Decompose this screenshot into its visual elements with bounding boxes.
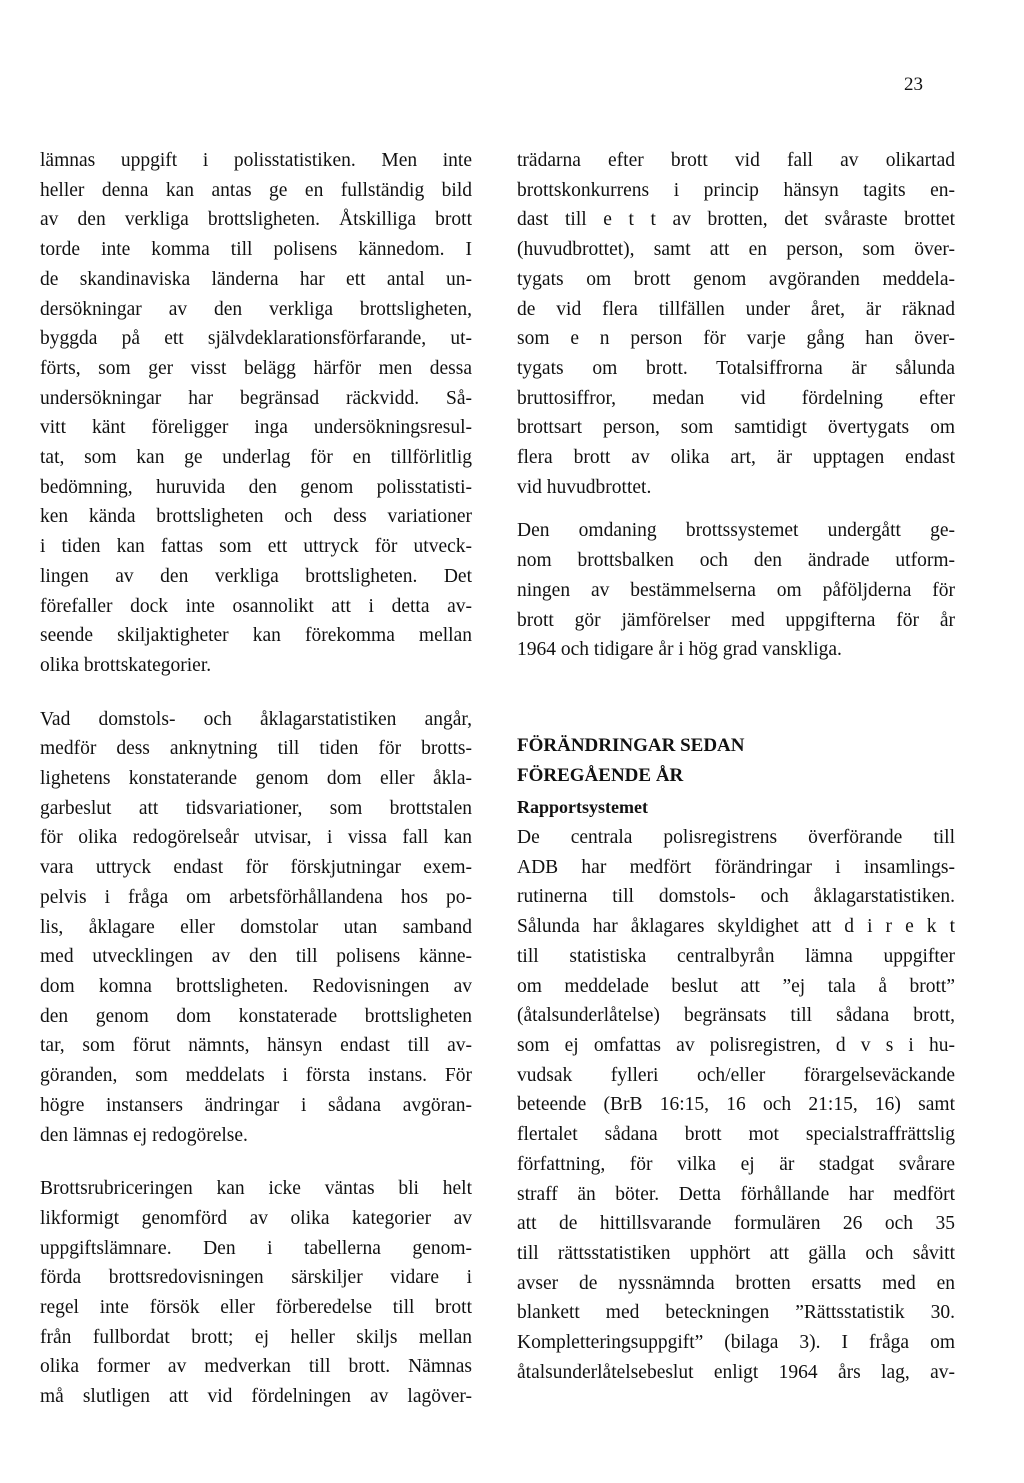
text-line: tygats om brott. Totalsiffrorna är sålunda bbox=[517, 357, 955, 379]
text-line: garbeslut att tidsvariationer, som brottstalen bbox=[40, 797, 472, 819]
text-line: för olika redogörelseår utvisar, i vissa fall kan bbox=[40, 827, 472, 849]
section-heading-line: FÖRÄNDRINGAR SEDAN bbox=[517, 734, 745, 756]
text-line: till rättsstatistiken upphört att gälla och såvitt bbox=[517, 1242, 955, 1264]
text-line: som e n person för varje gång han över- bbox=[517, 328, 955, 350]
text-line: med utvecklingen av den till polisens känne- bbox=[40, 946, 472, 968]
text-line: olika brottskategorier. bbox=[40, 654, 212, 676]
text-line: blankett med beteckningen ”Rättsstatistik 30. bbox=[517, 1302, 955, 1324]
paragraph-left-1 bbox=[40, 146, 472, 681]
text-line: av den verkliga brottsligheten. Åtskilliga brott bbox=[40, 209, 472, 231]
text-line: rutinerna till domstols- och åklagarstatistiken. bbox=[517, 886, 955, 908]
text-line: om meddelade beslut att ”ej tala å brott” bbox=[517, 975, 955, 997]
text-line: lis, åklagare eller domstolar utan samband bbox=[40, 916, 472, 938]
text-line: vara uttryck endast för förskjutningar exem- bbox=[40, 857, 472, 879]
text-line: olika former av medverkan till brott. Nämnas bbox=[40, 1356, 472, 1378]
text-line: De centrala polisregistrens överförande till bbox=[517, 827, 955, 849]
text-line: den lämnas ej redogörelse. bbox=[40, 1124, 248, 1146]
section-subheading: Rapportsystemet bbox=[517, 797, 648, 818]
text-line: beteende (BrB 16:15, 16 och 21:15, 16) samt bbox=[517, 1094, 955, 1116]
text-line: trädarna efter brott vid fall av olikartad bbox=[517, 150, 955, 171]
text-line: heller denna kan antas ge en fullständig bild bbox=[40, 179, 472, 201]
text-line: de skandinaviska länderna har ett antal un- bbox=[40, 268, 472, 290]
text-line: författning, för vilka ej är stadgat svårare bbox=[517, 1153, 955, 1175]
text-line: ADB har medfört förändringar i insamlings- bbox=[517, 856, 955, 878]
text-line: från fullbordat brott; ej heller skiljs mellan bbox=[40, 1326, 472, 1348]
text-line: som ej omfattas av polisregistren, d v s i hu- bbox=[517, 1034, 955, 1056]
text-line: Kompletteringsuppgift” (bilaga 3). I fråga om bbox=[517, 1332, 955, 1354]
text-line: bruttosiffror, medan vid fördelning efter bbox=[517, 387, 955, 409]
section-heading bbox=[517, 731, 955, 790]
text-line: till statistiska centralbyrån lämna uppgifter bbox=[517, 945, 955, 967]
text-line: brottskonkurrens i princip hänsyn tagits en- bbox=[517, 179, 955, 201]
text-line: 1964 och tidigare år i hög grad vanskliga. bbox=[517, 639, 842, 661]
text-line: uppgiftslämnare. Den i tabellerna genom- bbox=[40, 1237, 472, 1259]
paragraph-left-3 bbox=[40, 1174, 472, 1412]
text-line: förts, som ger visst belägg härför men dessa bbox=[40, 357, 472, 379]
text-line: Vad domstols- och åklagarstatistiken angår, bbox=[40, 708, 472, 730]
text-line: lämnas uppgift i polisstatistiken. Men inte bbox=[40, 150, 472, 171]
text-line: flera brott av olika art, är upptagen endast bbox=[517, 447, 955, 469]
text-line: vitt känt föreligger inga undersökningsresul- bbox=[40, 417, 472, 439]
paragraph-left-2 bbox=[40, 705, 472, 1151]
text-line: avser de nyssnämnda brotten ersatts med en bbox=[517, 1272, 955, 1294]
text-line: förefaller dock inte osannolikt att i detta av- bbox=[40, 595, 472, 617]
text-line: flertalet sådana brott mot specialstraffrättslig bbox=[517, 1124, 955, 1146]
text-line: (huvudbrottet), samt att en person, som över- bbox=[517, 239, 955, 261]
text-line: vid huvudbrottet. bbox=[517, 476, 652, 498]
text-line: ningen av bestämmelserna om påföljderna för bbox=[517, 579, 955, 601]
text-line: må slutligen att vid fördelningen av lagöver- bbox=[40, 1386, 472, 1408]
text-line: Sålunda har åklagares skyldighet att d i r e k t bbox=[517, 916, 955, 938]
text-line: Brottsrubriceringen kan icke väntas bli helt bbox=[40, 1178, 472, 1200]
text-line: brottsart person, som samtidigt övertygats om bbox=[517, 417, 955, 439]
text-line: åtalsunderlåtelsebeslut enligt 1964 års lag, av- bbox=[517, 1361, 955, 1383]
text-line: likformigt genomförd av olika kategorier av bbox=[40, 1207, 472, 1229]
text-line: tar, som förut nämnts, hänsyn endast till av- bbox=[40, 1035, 472, 1057]
text-line: högre instansers ändringar i sådana avgöran- bbox=[40, 1094, 472, 1116]
text-line: Den omdaning brottssystemet undergått ge- bbox=[517, 520, 955, 542]
text-line: att de hittillsvarande formulären 26 och 35 bbox=[517, 1213, 955, 1235]
text-line: byggda på ett självdeklarationsförfarande, ut- bbox=[40, 328, 472, 350]
text-line: göranden, som meddelats i första instans. För bbox=[40, 1065, 472, 1087]
text-line: förda brottsredovisningen särskiljer vidare i bbox=[40, 1267, 472, 1289]
text-line: undersökningar har begränsad räckvidd. Så- bbox=[40, 387, 472, 409]
paragraph-right-3 bbox=[517, 823, 955, 1387]
paragraph-right-2 bbox=[517, 516, 955, 665]
text-line: straff än böter. Detta förhållande har medfört bbox=[517, 1183, 955, 1205]
section-heading-line: FÖREGÅENDE ÅR bbox=[517, 764, 684, 786]
page-number: 23 bbox=[904, 74, 923, 95]
text-line: i tiden kan fattas som ett uttryck för utveck- bbox=[40, 536, 472, 558]
text-line: lingen av den verkliga brottsligheten. Det bbox=[40, 565, 472, 587]
paragraph-right-1 bbox=[517, 146, 955, 502]
text-line: dom komna brottsligheten. Redovisningen av bbox=[40, 975, 472, 997]
right-column bbox=[517, 146, 955, 1387]
text-line: vudsak fylleri och/eller förargelseväckande bbox=[517, 1064, 955, 1086]
text-line: tygats om brott genom avgöranden meddela- bbox=[517, 268, 955, 290]
text-line: brott gör jämförelser med uppgifterna för år bbox=[517, 609, 955, 631]
text-line: nom brottsbalken och den ändrade utform- bbox=[517, 550, 955, 572]
text-line: lighetens konstaterande genom dom eller åkla- bbox=[40, 768, 472, 790]
text-line: dersökningar av den verkliga brottsligheten, bbox=[40, 298, 472, 320]
left-column bbox=[40, 146, 472, 1412]
text-line: seende skiljaktigheter kan förekomma mellan bbox=[40, 625, 472, 647]
text-line: de vid flera tillfällen under året, är räknad bbox=[517, 298, 955, 320]
text-line: den genom dom konstaterade brottsligheten bbox=[40, 1005, 472, 1027]
text-line: regel inte försök eller förberedelse till brott bbox=[40, 1297, 472, 1319]
text-line: medför dess anknytning till tiden för brotts- bbox=[40, 738, 472, 760]
text-line: pelvis i fråga om arbetsförhållandena hos po- bbox=[40, 886, 472, 908]
text-line: ken kända brottsligheten och dess variationer bbox=[40, 506, 472, 528]
text-line: tat, som kan ge underlag för en tillförlitlig bbox=[40, 447, 472, 469]
text-line: bedömning, huruvida den genom polisstatisti- bbox=[40, 476, 472, 498]
text-line: torde inte komma till polisens kännedom. I bbox=[40, 239, 472, 261]
text-line: dast till e t t av brotten, det svåraste brottet bbox=[517, 209, 955, 231]
text-line: (åtalsunderlåtelse) begränsats till sådana brott, bbox=[517, 1005, 955, 1027]
